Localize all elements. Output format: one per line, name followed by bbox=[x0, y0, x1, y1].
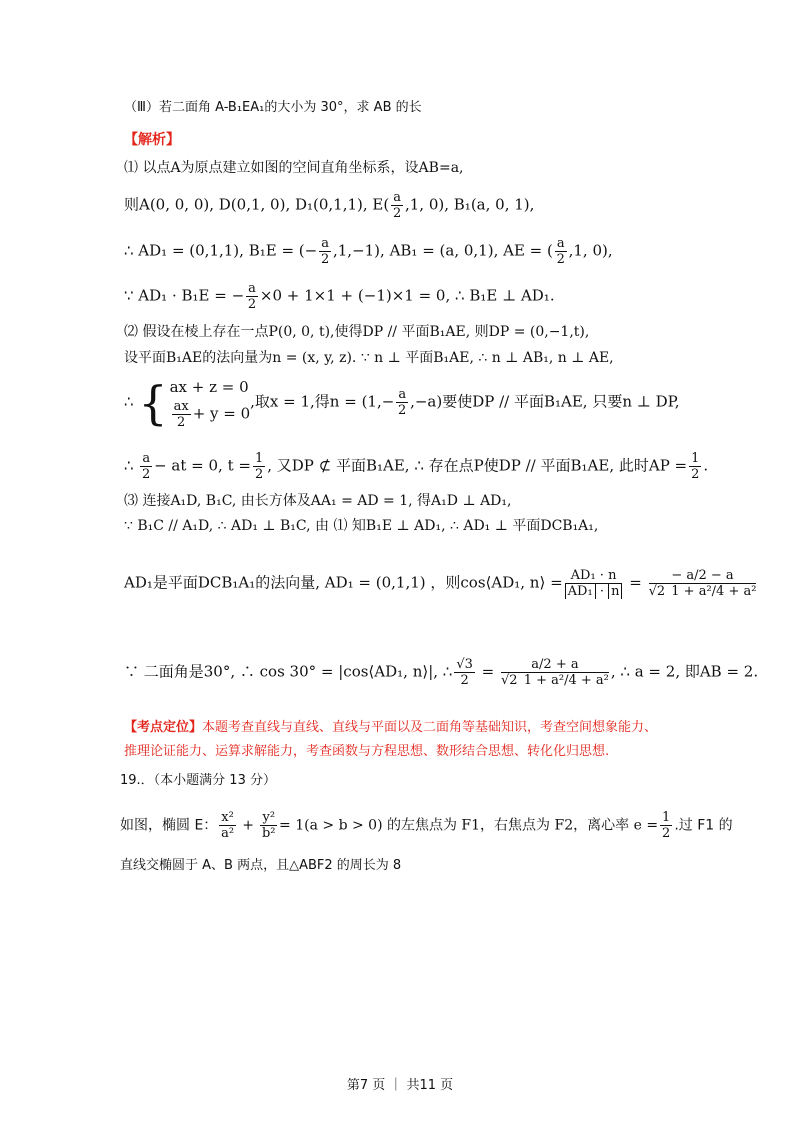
frac-equation: $\frac{a/2 + a}{\text{√2 1 + a²/4 + a²}}$ bbox=[501, 657, 609, 688]
frac-a-over-2: $\frac{a}{2}$ bbox=[392, 190, 402, 221]
frac-a-over-2: $\frac{a}{2}$ bbox=[398, 387, 407, 418]
frac-cos-expression: $\frac{\text{AD₁ · n}}{\text{AD₁ · n}}$ bbox=[565, 568, 623, 599]
step3-line3-prefix: AD₁是平面DCB₁A₁的法向量, AD₁ = (0,1,1) ，则cos⟨AD₁, n⟩ = bbox=[124, 573, 563, 592]
frac-a-over-2: $\frac{a}{2}$ bbox=[556, 236, 565, 267]
left-brace: { bbox=[138, 375, 168, 430]
kaodian-line1 bbox=[124, 718, 657, 738]
step1-vectors-end: ,1, 0), bbox=[568, 241, 613, 260]
page-footer: 第7 页 ｜ 共11 页 bbox=[346, 1078, 454, 1093]
step1-dot-prefix: ∵ AD₁ · B₁E = − bbox=[124, 286, 245, 305]
step3-line4-prefix: ∵ 二面角是30°, ∴ cos 30° = |cos⟨AD₁, n⟩|, ∴ bbox=[124, 662, 453, 681]
step2-line4: ∴ $\frac{a}{2}$ − at = 0, t = $\frac{1}{2}$ , 又DP ⊄ 平面B₁AE, ∴ 存在点P使DP // 平面B₁AE, 此时AP = $\frac{1}{2}$ . bbox=[124, 451, 709, 482]
step3-line2: ∵ B₁C // A₁D, ∴ AD₁ ⊥ B₁C, 由 ⑴ 知B₁E ⊥ AD₁, ∴ AD₁ ⊥ 平面DCB₁A₁, bbox=[124, 518, 599, 534]
q19-mid: = 1(a > b > 0) 的左焦点为 F1，右焦点为 F2，离心率 e = bbox=[279, 817, 659, 834]
step2-line2: 设平面B₁AE的法向量为n = (x, y, z). ∵ n ⊥ 平面B₁AE, ∴ n ⊥ AB₁, n ⊥ AE, bbox=[124, 350, 614, 366]
step1-intro: ⑴ 以点A为原点建立如图的空间直角坐标系，设AB=a, bbox=[124, 160, 464, 176]
frac-1-over-2: $\frac{1}{2}$ bbox=[662, 810, 671, 841]
step1-dot-end: ×0 + 1×1 + (−1)×1 = 0, ∴ B₁E ⊥ AD₁. bbox=[259, 286, 555, 305]
q19-line1: 如图，椭圆 E： $\frac{\text{x²}}{\text{a²}}$ + $\frac{\text{y²}}{\text{b²}}$ = 1(a > b > 0) 的左焦点为 F1，右焦点为 F2，离心率 e = $\frac{1}{2}$ .过 F1 的 bbox=[120, 810, 733, 841]
equation-system bbox=[170, 375, 251, 430]
frac-ax-over-2: $\frac{ax}{2}$ bbox=[173, 399, 189, 430]
step2-line1: ⑵ 假设在棱上存在一点P(0, 0, t),使得DP // 平面B₁AE, 则DP = (0,−1,t), bbox=[124, 324, 590, 340]
frac-1-over-2: $\frac{1}{2}$ bbox=[691, 451, 700, 482]
step2-line4-end: , 又DP ⊄ 平面B₁AE, ∴ 存在点P使DP // 平面B₁AE, 此时AP = bbox=[267, 456, 688, 475]
step1-vectors-prefix: ∴ AD₁ = (0,1,1), B₁E = (− bbox=[124, 241, 318, 260]
step2-line4-mid: − at = 0, t = bbox=[154, 456, 251, 475]
frac-a-over-2: $\frac{a}{2}$ bbox=[247, 281, 257, 312]
step3-line4: ∵ 二面角是30°, ∴ cos 30° = |cos⟨AD₁, n⟩|, ∴ $\frac{√3}{2}$ = $\frac{a/2 + a}{\text{√2 1 + a²/4 + a²}}$ , ∴ a = 2, 即AB = 2. bbox=[124, 657, 759, 688]
kaodian-line2: 推理论证能力、运算求解能力，考查函数与方程思想、数形结合思想、转化化归思想. bbox=[124, 744, 610, 759]
step1-coords-prefix: 则A(0, 0, 0), D(0,1, 0), D₁(0,1,1), E( bbox=[124, 195, 390, 214]
step1-coords-mid: ,1, 0), B₁(a, 0, 1), bbox=[405, 195, 535, 214]
frac-1-over-2: $\frac{1}{2}$ bbox=[254, 451, 264, 482]
q19-line2: 直线交椭圆于 A、B 两点，且△ABF2 的周长为 8 bbox=[120, 858, 402, 873]
step1-coords bbox=[124, 190, 534, 221]
frac-x2-over-a2: $\frac{\text{x²}}{\text{a²}}$ bbox=[221, 810, 235, 841]
therefore-symbol: ∴ bbox=[124, 392, 139, 411]
step3-line3: AD₁是平面DCB₁A₁的法向量, AD₁ = (0,1,1) ，则cos⟨AD₁, n⟩ = $\frac{\text{AD₁ · n}}{\text{AD₁ · n}}$ = $\frac{- a/2 - a}{\text{√2 1 + a²/4 + a²}}$ bbox=[124, 568, 757, 599]
step3-line4-end: , ∴ a = 2, 即AB = 2. bbox=[610, 662, 759, 681]
frac-cos-value: $\frac{- a/2 - a}{\text{√2 1 + a²/4 + a²}}$ bbox=[648, 568, 757, 599]
equation-1: ax + z = 0 bbox=[169, 378, 249, 396]
step1-vectors-mid: ,1,−1), AB₁ = (a, 0,1), AE = ( bbox=[332, 241, 553, 260]
frac-a-over-2: $\frac{a}{2}$ bbox=[142, 451, 151, 482]
frac-a-over-2: $\frac{a}{2}$ bbox=[320, 236, 330, 267]
step1-dot bbox=[124, 281, 555, 312]
analysis-label: 【解析】 bbox=[124, 132, 180, 148]
step2-sys-after-end: ,−a)要使DP // 平面B₁AE, 只要n ⊥ DP, bbox=[410, 392, 680, 411]
q19-prefix: 如图，椭圆 E： bbox=[120, 817, 218, 834]
frac-y2-over-b2: $\frac{\text{y²}}{\text{b²}}$ bbox=[261, 810, 276, 841]
equation-2 bbox=[170, 399, 251, 430]
therefore-symbol: ∴ bbox=[124, 456, 139, 475]
kaodian-label: 【考点定位】 bbox=[124, 720, 203, 735]
equation-2-end: + y = 0 bbox=[192, 404, 251, 423]
step2-sys-after-prefix: ,取x = 1,得n = (1,− bbox=[250, 392, 395, 411]
frac-sqrt3-over-2: $\frac{√3}{2}$ bbox=[456, 657, 473, 688]
q19-header: 19.．（本小题满分 13 分） bbox=[120, 773, 276, 788]
kaodian-text1: 本题考查直线与直线、直线与平面以及二面角等基础知识，考查空间想象能力、 bbox=[202, 720, 658, 735]
step2-system bbox=[124, 375, 679, 430]
part3-question: （Ⅲ）若二面角 A-B₁EA₁的大小为 30°，求 AB 的长 bbox=[124, 100, 422, 115]
step3-line1: ⑶ 连接A₁D, B₁C, 由长方体及AA₁ = AD = 1, 得A₁D ⊥ AD₁, bbox=[124, 493, 512, 509]
q19-end: .过 F1 的 bbox=[674, 817, 733, 834]
step1-vectors bbox=[124, 236, 613, 267]
